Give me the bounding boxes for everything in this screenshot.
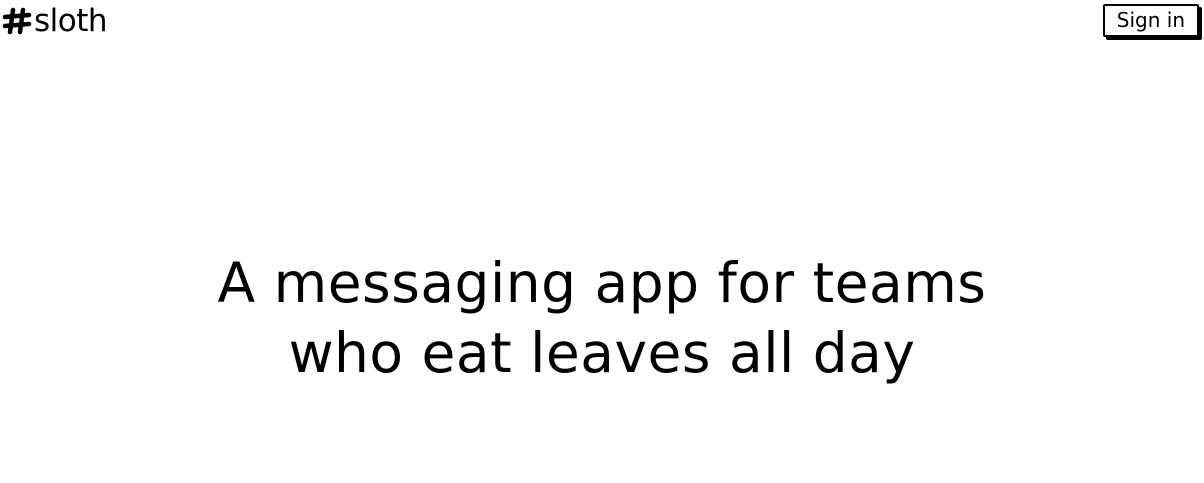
hero-headline-line-2: who eat leaves all day — [288, 321, 916, 385]
hero-headline-line-1: A messaging app for teams — [217, 251, 987, 315]
logo[interactable] — [2, 0, 107, 42]
logo-text: sloth — [34, 2, 108, 39]
hero — [0, 248, 1204, 388]
sign-in-button[interactable]: Sign in — [1103, 4, 1199, 37]
hash-icon — [2, 6, 32, 36]
